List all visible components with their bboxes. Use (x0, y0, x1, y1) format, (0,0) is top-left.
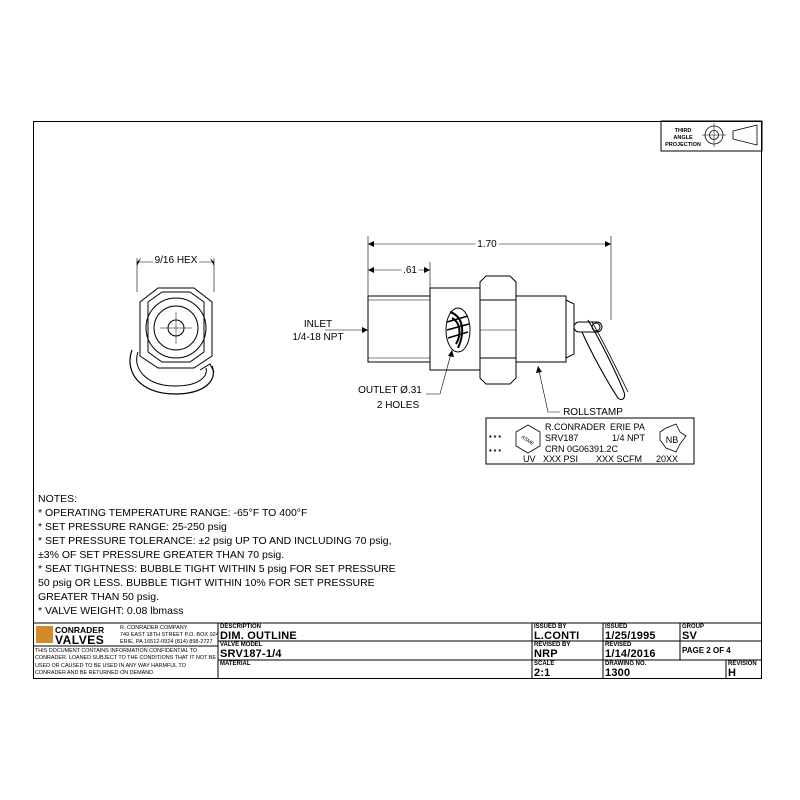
confidential-notice (35, 648, 217, 677)
confidential-line: CONRADER. LOANED SUBJECT TO THE CONDITIONS THAT IT NOT BE (35, 655, 216, 662)
valve-model-value: SRV187-1/4 (220, 648, 282, 660)
issued-value: 1/25/1995 (605, 630, 656, 642)
revised-label: REVISED (605, 642, 632, 648)
confidential-line: CONRADER AND BE RETURNED ON DEMAND. (35, 669, 155, 676)
third-angle-projection-block (661, 121, 762, 151)
description-value: DIM. OUTLINE (220, 630, 297, 642)
company-logo (36, 625, 118, 645)
material-label: MATERIAL (220, 661, 251, 667)
revised-by-label: REVISED BY (534, 642, 571, 648)
revised-value: 1/14/2016 (605, 648, 656, 660)
stamp-scfm: XXX SCFM (596, 454, 643, 464)
stamp-size: 1/4 NPT (612, 433, 646, 443)
projection-cone-icon (733, 125, 757, 145)
group-value: SV (682, 630, 698, 642)
revision-label: REVISION (728, 661, 757, 667)
stamp-uv: UV (523, 454, 536, 464)
company-name: R. CONRADER COMPANY (120, 625, 188, 631)
note-line: GREATER THAN 50 psig. (38, 591, 159, 603)
stamp-city: ERIE PA (610, 422, 645, 432)
page-number: PAGE 2 OF 4 (682, 646, 731, 655)
note-line: * SET PRESSURE RANGE: 25-250 psig (38, 521, 227, 533)
stamp-stars-1: * * * (489, 435, 502, 442)
inlet-label: INLET (303, 319, 333, 330)
stamp-crn: CRN 0G06391.2C (545, 444, 619, 454)
revision-value: H (728, 667, 737, 679)
note-line: * OPERATING TEMPERATURE RANGE: -65°F TO 400°F (38, 507, 308, 519)
description-label: DESCRIPTION (220, 624, 262, 630)
rollstamp-box (486, 418, 694, 464)
projection-line1: THIRD (674, 128, 692, 134)
projection-line3: PROJECTION (665, 142, 701, 148)
inlet-thread-label: 1/4-18 NPT (292, 332, 344, 343)
company-address1: 749 EAST 18TH STREET P.O. BOX 924 (120, 632, 219, 638)
rollstamp-label: ROLLSTAMP (563, 407, 623, 418)
confidential-line: USED OR CAUSED TO BE USED IN ANY WAY HARMFUL TO (35, 662, 186, 669)
note-line: * SET PRESSURE TOLERANCE: ±2 psig UP TO AND INCLUDING 70 psig, (38, 535, 392, 547)
hex-size-label: 9/16 HEX (154, 255, 198, 266)
confidential-line: THIS DOCUMENT CONTAINS INFORMATION CONFIDENTIAL TO (35, 648, 198, 654)
stamp-company: R.CONRADER (545, 422, 606, 432)
projection-line2: ANGLE (673, 135, 693, 141)
stamp-stars-2: * * * (489, 449, 502, 456)
logo-mark-icon (36, 626, 53, 643)
company-address2: ERIE, PA 16512-0924 (814) 898-2727 (120, 639, 213, 645)
group-label: GROUP (682, 624, 705, 630)
thread-length-label: .61 (403, 265, 417, 276)
drawing-no-label: DRAWING NO. (605, 661, 647, 667)
scale-label: SCALE (534, 661, 555, 667)
outlet-label: OUTLET Ø.31 (358, 385, 422, 396)
issued-by-label: ISSUED BY (534, 624, 567, 630)
issued-by-value: L.CONTI (534, 630, 580, 642)
revised-by-value: NRP (534, 648, 558, 660)
valve-model-label: VALVE MODEL (220, 642, 263, 648)
overall-length-label: 1.70 (477, 239, 497, 250)
logo-top-text: CONRADER (55, 625, 105, 635)
asme-stamp-text: ASME (519, 434, 535, 448)
logo-bottom-text: VALVES (55, 633, 105, 647)
note-line: ±3% OF SET PRESSURE GREATER THAN 70 psig. (38, 549, 285, 561)
end-view-hex (130, 258, 214, 394)
issued-label: ISSUED (605, 624, 628, 630)
notes-title: NOTES: (38, 493, 78, 505)
stamp-model: SRV187 (545, 433, 579, 443)
outlet-holes-label: 2 HOLES (376, 400, 420, 411)
nb-stamp-text: NB (665, 435, 679, 445)
note-line: * VALVE WEIGHT: 0.08 lbmass (38, 605, 184, 617)
scale-value: 2:1 (534, 667, 551, 679)
note-line: * SEAT TIGHTNESS: BUBBLE TIGHT WITHIN 5 psig FOR SET PRESSURE (38, 563, 396, 575)
stamp-psi: XXX PSI (543, 454, 579, 464)
stamp-year: 20XX (656, 454, 679, 464)
note-line: 50 psig OR LESS. BUBBLE TIGHT WITHIN 10% FOR SET PRESSURE (38, 577, 375, 589)
notes-block (38, 492, 458, 618)
drawing-no-value: 1300 (605, 667, 631, 679)
